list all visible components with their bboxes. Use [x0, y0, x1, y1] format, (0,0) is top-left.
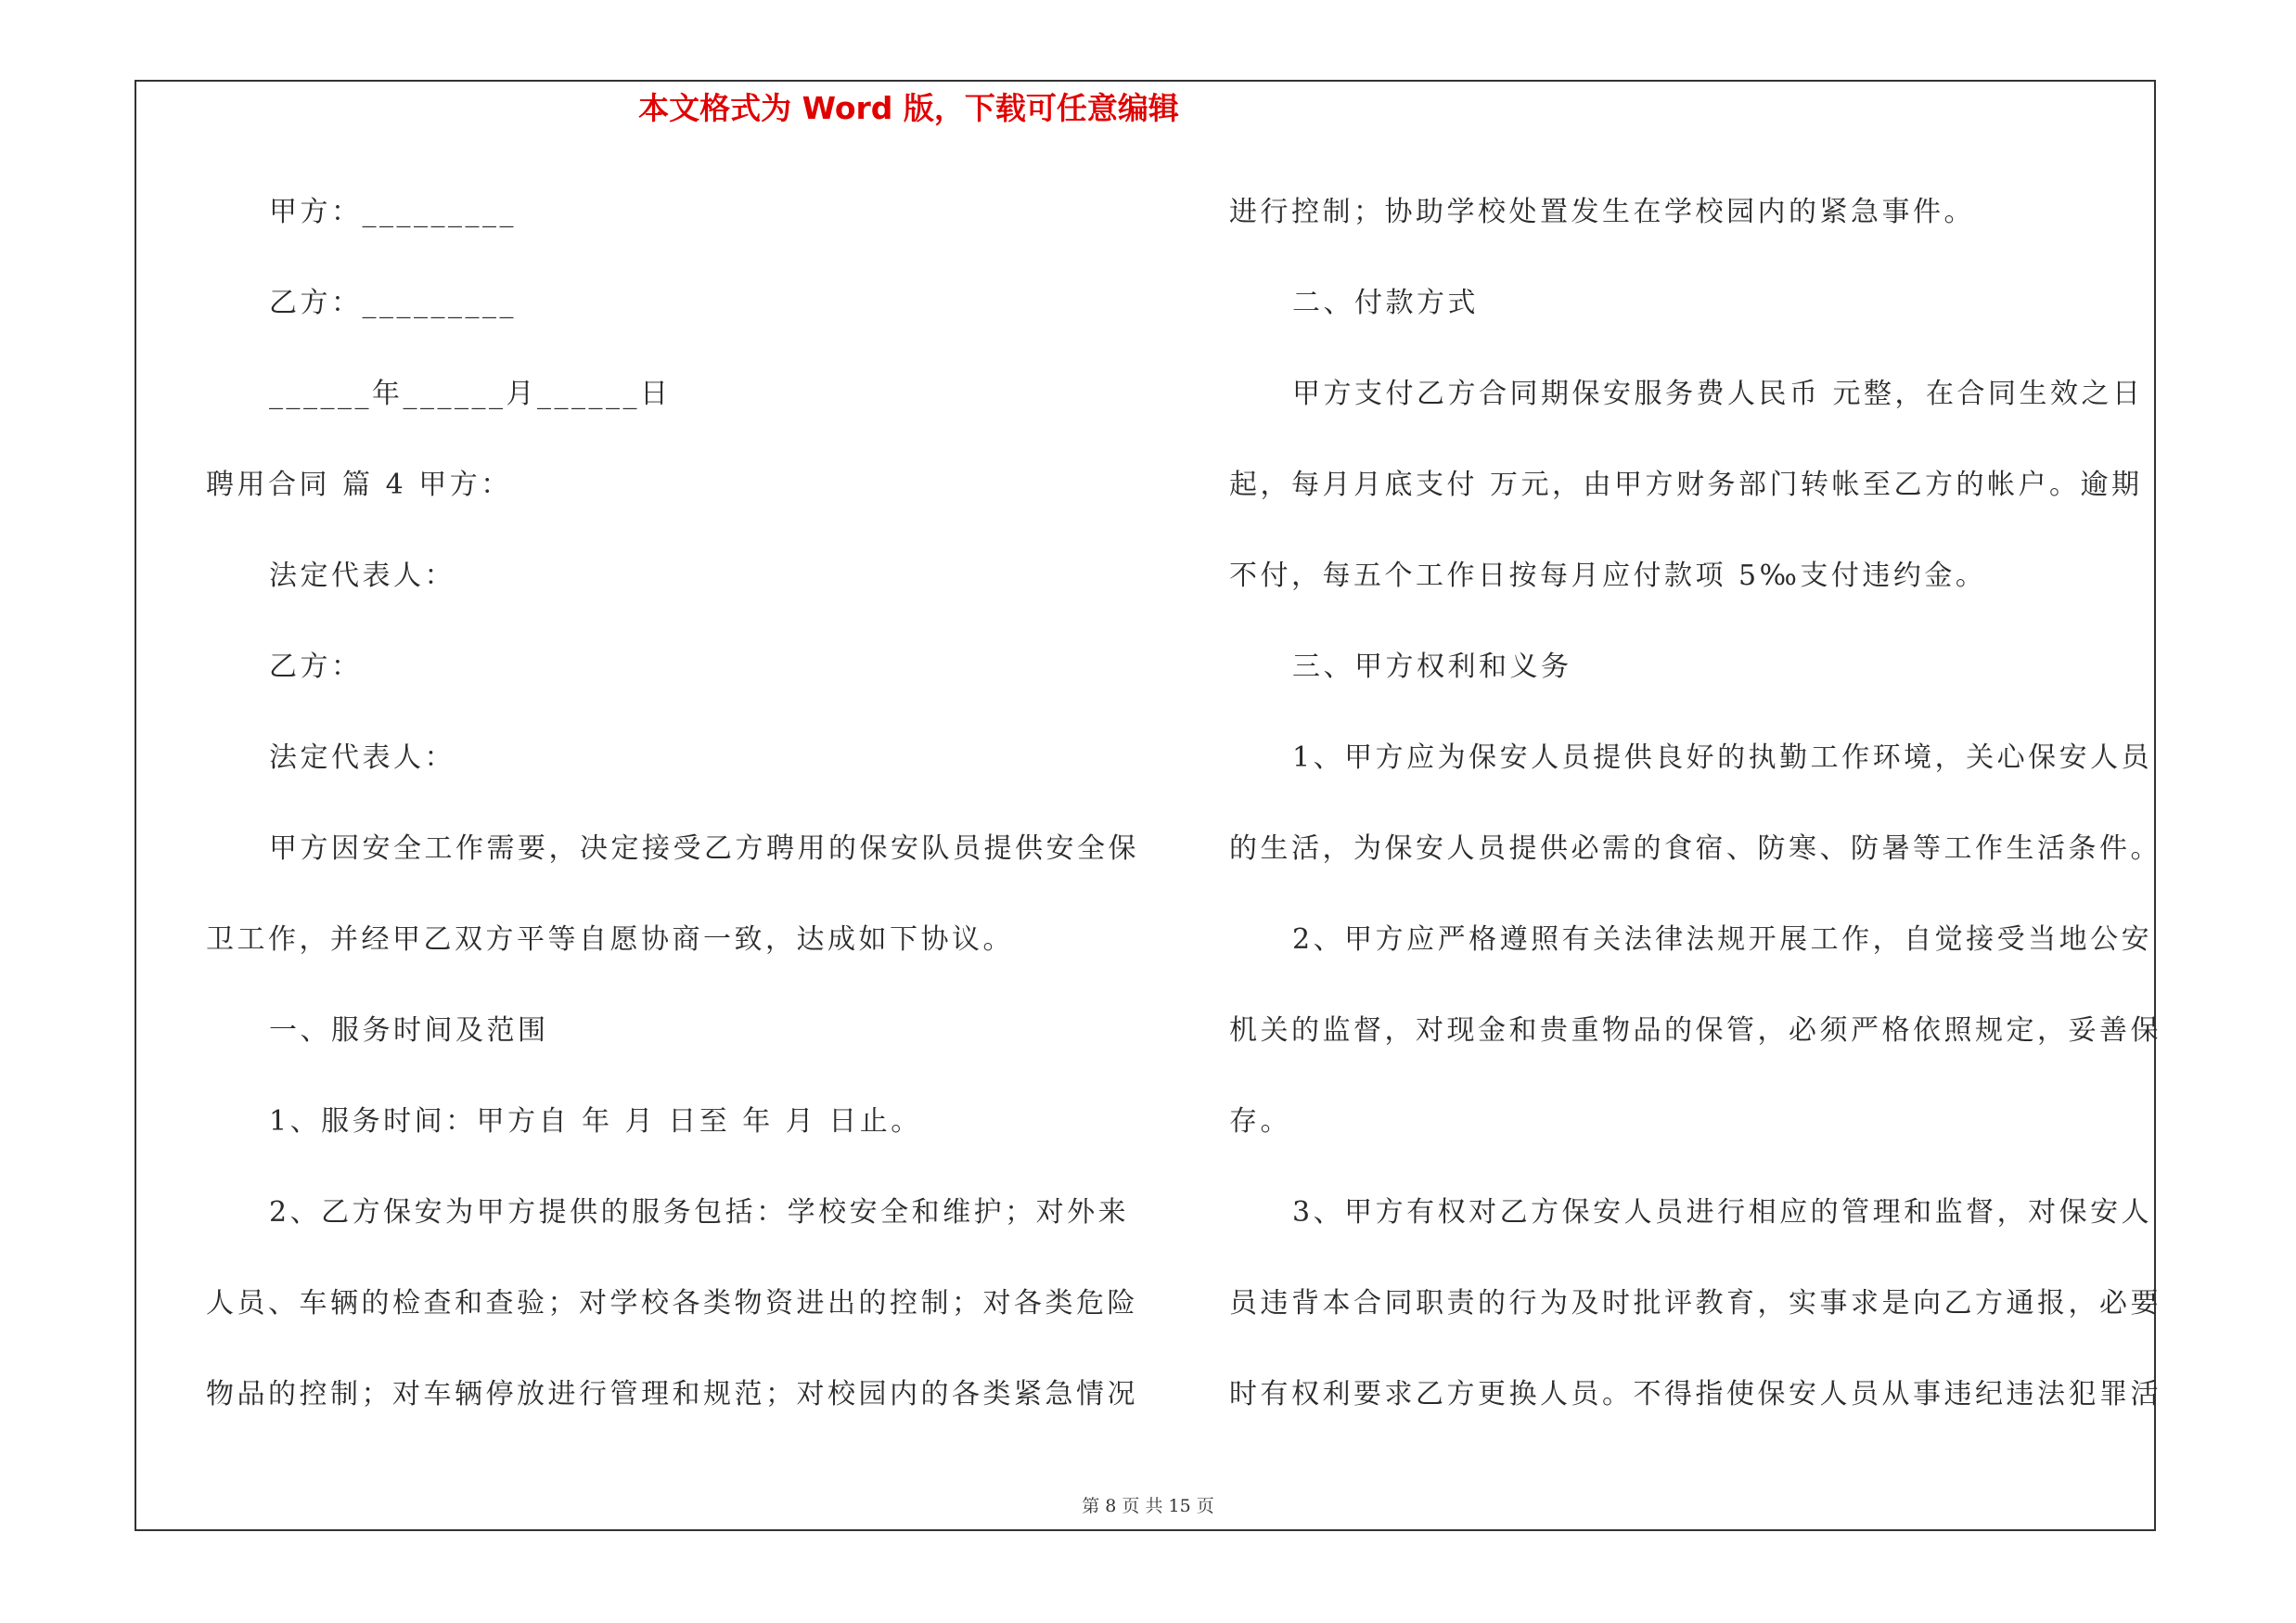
paragraph-line: 1、甲方应为保安人员提供良好的执勤工作环境，关心保安人员 — [1292, 741, 2153, 774]
paragraph-line: 的生活，为保安人员提供必需的食宿、防寒、防暑等工作生活条件。 — [1229, 832, 2161, 865]
paragraph-line: 乙方：_________ — [269, 287, 517, 319]
paragraph-line: 物品的控制；对车辆停放进行管理和规范；对校园内的各类紧急情况 — [206, 1378, 1138, 1410]
paragraph-line: 2、乙方保安为甲方提供的服务包括：学校安全和维护；对外来 — [269, 1196, 1130, 1229]
right-column — [1229, 182, 2161, 1455]
paragraph-line: 甲方支付乙方合同期保安服务费人民币 元整，在合同生效之日 — [1292, 378, 2144, 410]
paragraph-line: 聘用合同 篇 4 甲方： — [206, 469, 512, 501]
paragraph-line: 1、服务时间：甲方自 年 月 日至 年 月 日止。 — [269, 1105, 922, 1138]
left-column — [206, 182, 1139, 1455]
paragraph-line: 存。 — [1229, 1105, 1291, 1138]
paragraph-line: 一、服务时间及范围 — [269, 1014, 549, 1047]
paragraph-line: ______年______月______日 — [269, 378, 672, 410]
paragraph-line: 法定代表人： — [269, 741, 455, 774]
paragraph-line: 时有权利要求乙方更换人员。不得指使保安人员从事违纪违法犯罪活 — [1229, 1378, 2161, 1410]
paragraph-line: 3、甲方有权对乙方保安人员进行相应的管理和监督，对保安人 — [1292, 1196, 2153, 1229]
paragraph-line: 员违背本合同职责的行为及时批评教育，实事求是向乙方通报，必要 — [1229, 1287, 2161, 1320]
paragraph-line: 甲方因安全工作需要，决定接受乙方聘用的保安队员提供安全保 — [269, 832, 1139, 865]
paragraph-line: 进行控制；协助学校处置发生在学校园内的紧急事件。 — [1229, 196, 1975, 228]
paragraph-line: 2、甲方应严格遵照有关法律法规开展工作，自觉接受当地公安 — [1292, 923, 2153, 956]
page-number-footer: 第 8 页 共 15 页 — [1082, 1496, 1214, 1516]
paragraph-line: 甲方：_________ — [269, 196, 517, 228]
paragraph-line: 法定代表人： — [269, 560, 455, 592]
paragraph-line: 乙方： — [269, 650, 363, 683]
paragraph-line: 起，每月月底支付 万元，由甲方财务部门转帐至乙方的帐户。逾期 — [1229, 469, 2143, 501]
paragraph-line: 二、付款方式 — [1292, 287, 1479, 319]
paragraph-line: 不付，每五个工作日按每月应付款项 5‰支付违约金。 — [1229, 560, 1987, 592]
format-notice-banner: 本文格式为 Word 版，下载可任意编辑 — [638, 90, 1179, 126]
paragraph-line: 机关的监督，对现金和贵重物品的保管，必须严格依照规定，妥善保 — [1229, 1014, 2161, 1047]
paragraph-line: 人员、车辆的检查和查验；对学校各类物资进出的控制；对各类危险 — [206, 1287, 1138, 1320]
paragraph-line: 卫工作，并经甲乙双方平等自愿协商一致，达成如下协议。 — [206, 923, 1014, 956]
paragraph-line: 三、甲方权利和义务 — [1292, 650, 1572, 683]
